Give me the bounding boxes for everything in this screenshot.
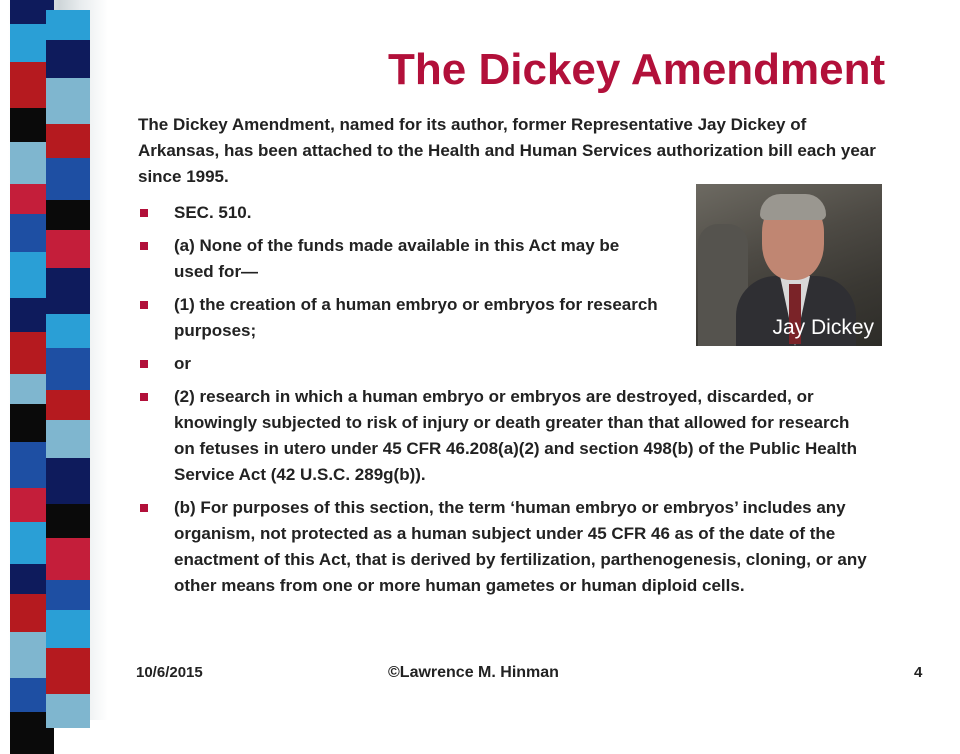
footer-page-number: 4 [914,664,923,681]
stripe-cell [46,200,90,230]
stripe-cell [46,268,90,314]
stripe-cell [46,648,90,694]
stripe-cell [46,10,90,40]
stripe-cell [46,124,90,158]
stripe-cell [46,538,90,580]
photo-caption: Jay Dickey [772,316,874,339]
stripe-cell [46,40,90,78]
stripe-cell [46,314,90,348]
bullet-clause-b: (b) For purposes of this section, the term ‘human embryo or embryos’ includes any organism, not protected as a human subject under 45 CFR 46 as of the date of the enactment of this Act, that is derived by fertilization, parthenogenesis, cloning, or any other means from one or more human gametes or human diploid cells. [140,495,874,599]
stripe-cell [46,420,90,458]
bullet-section-number: SEC. 510. [140,200,860,226]
jay-dickey-photo [696,184,882,346]
bullet-clause-2: (2) research in which a human embryo or embryos are destroyed, discarded, or knowingly subjected to risk of injury or death greater than that allowed for research on fetuses in utero under 45 CFR 46.208(a)(2) and section 498(b) of the Public Health Service Act (42 U.S.C. 289g(b)). [140,384,874,488]
bullet-or: or [140,351,860,377]
stripe-cell [46,458,90,504]
footer-author: ©Lawrence M. Hinman [388,664,559,681]
footer-date: 10/6/2015 [136,664,203,681]
stripe-cell [46,158,90,200]
stripe-cell [46,610,90,648]
stripe-cell [46,694,90,728]
stripe-cell [46,580,90,610]
stripe-cell [46,504,90,538]
stripe-cell [46,230,90,268]
hair-shape [760,194,826,220]
intro-paragraph: The Dickey Amendment, named for its author, former Representative Jay Dickey of Arkansas, has been attached to the Health and Human Services authorization bill each year since 1995. [138,115,876,186]
stripe-cell [46,78,90,124]
left-decorative-stripe-bar [0,0,108,720]
bullet-clause-a: (a) None of the funds made available in this Act may be used for— [140,233,654,285]
bullet-clause-1: (1) the creation of a human embryo or embryos for research purposes; [140,292,664,344]
stripe-cell [46,348,90,390]
stripe-column-right [46,0,90,720]
slide-title: The Dickey Amendment [388,45,886,94]
stripe-cell [46,390,90,420]
